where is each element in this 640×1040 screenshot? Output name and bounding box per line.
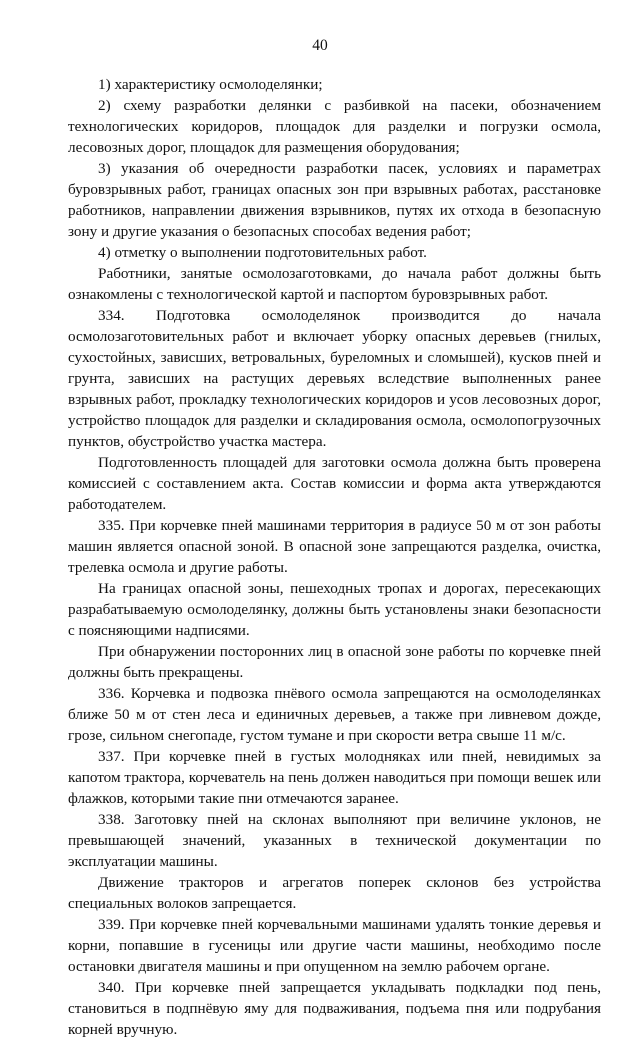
list-item-1: 1) характеристику осмолоделянки; <box>98 76 323 93</box>
clause-339: 339. При корчевке пней корчевальными машинами удалять тонкие деревья и корни, попавшие в гусеницы или другие части машины, необходимо после остановки двигателя машины и при опущенном на землю рабочем органе. <box>68 916 601 975</box>
list-item-2: 2) схему разработки делянки с разбивкой на пасеки, обозначением технологических коридоров, площадок для разделки и погрузки осмола, лесовозных дорог, площадок для размещения оборудования; <box>68 97 601 156</box>
paragraph-slope-movement: Движение тракторов и агрегатов поперек склонов без устройства специальных волоков запрещается. <box>68 874 601 912</box>
paragraph-safety-signs: На границах опасной зоны, пешеходных тропах и дорогах, пересекающих разрабатываемую осмолоделянку, должны быть установлены знаки безопасности с поясняющими надписями. <box>68 580 601 639</box>
clause-335: 335. При корчевке пней машинами территория в радиусе 50 м от зон работы машин является опасной зоной. В опасной зоне запрещаются разделка, очистка, трелевка осмола и другие работы. <box>68 517 601 576</box>
document-body <box>68 74 601 1040</box>
clause-340: 340. При корчевке пней запрещается укладывать подкладки под пень, становиться в подпнёвую яму для подваживания, подъема пня или подрубания корней вручную. <box>68 979 601 1038</box>
page-number: 40 <box>312 37 328 54</box>
paragraph-commission-check: Подготовленность площадей для заготовки осмола должна быть проверена комиссией с составлением акта. Состав комиссии и форма акта утверждаются работодателем. <box>68 454 601 513</box>
clause-334: 334. Подготовка осмолоделянок производится до начала осмолозаготовительных работ и включает уборку опасных деревьев (гнилых, сухостойных, зависших, ветровальных, буреломных и сломышей), кусков пней и грунта, зависших на растущих деревьях вследствие выполненных ранее взрывных работ, прокладку технологических коридоров и усов лесовозных дорог, устройство площадок для разделки и складирования осмола, осмолопогрузочных пунктов, обустройство участка мастера. <box>68 307 601 450</box>
paragraph-workers-familiarization: Работники, занятые осмолозаготовками, до начала работ должны быть ознакомлены с технологической картой и паспортом буровзрывных работ. <box>68 265 601 303</box>
clause-337: 337. При корчевке пней в густых молодняках или пней, невидимых за капотом трактора, корчеватель на пень должен наводиться при помощи вешек или флажков, которыми такие пни отмечаются заранее. <box>68 748 601 807</box>
list-item-3: 3) указания об очередности разработки пасек, условиях и параметрах буровзрывных работ, границах опасных зон при взрывных работах, расстановке работников, направлении движения взрывников, путях их отхода в безопасную зону и другие указания о безопасных способах ведения работ; <box>68 160 601 240</box>
clause-336: 336. Корчевка и подвозка пнёвого осмола запрещаются на осмолоделянках ближе 50 м от стен леса и единичных деревьев, а также при ливневом дожде, грозе, сильном снегопаде, густом тумане и при скорости ветра свыше 11 м/с. <box>68 685 601 744</box>
list-item-4: 4) отметку о выполнении подготовительных работ. <box>98 244 427 261</box>
clause-338: 338. Заготовку пней на склонах выполняют при величине уклонов, не превышающей значений, указанных в технической документации по эксплуатации машины. <box>68 811 601 870</box>
paragraph-outsiders-stop: При обнаружении посторонних лиц в опасной зоне работы по корчевке пней должны быть прекращены. <box>68 643 601 681</box>
